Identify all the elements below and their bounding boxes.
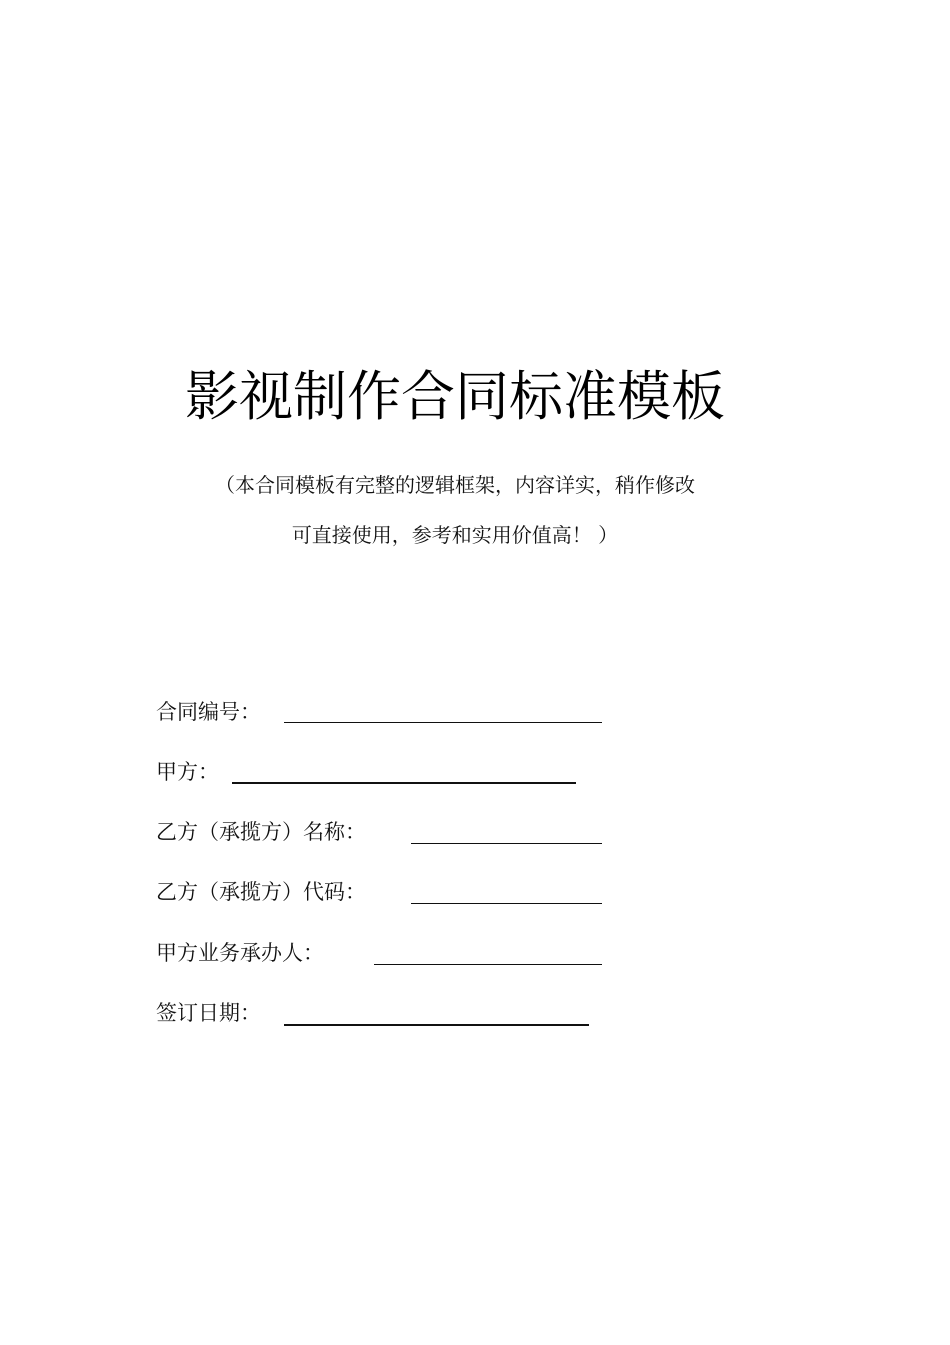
party-a-handler-blank[interactable] (374, 964, 602, 965)
contract-number-label: 合同编号： (156, 700, 261, 724)
party-a-blank[interactable] (232, 782, 576, 784)
party-a-label: 甲方： (156, 760, 219, 784)
template-note-line-1: （本合同模板有完整的逻辑框架，内容详实，稍作修改 (215, 473, 695, 497)
party-a-handler-label: 甲方业务承办人： (156, 941, 324, 965)
party-b-name-blank[interactable] (411, 843, 602, 844)
signing-date-label: 签订日期： (156, 1001, 261, 1025)
signing-date-blank[interactable] (284, 1024, 589, 1026)
document-title: 影视制作合同标准模板 (185, 365, 725, 428)
template-note-line-2: 可直接使用，参考和实用价值高！ ） (291, 523, 619, 547)
party-b-code-label: 乙方（承揽方）代码： (156, 880, 366, 904)
party-b-code-blank[interactable] (411, 903, 602, 904)
party-b-name-label: 乙方（承揽方）名称： (156, 820, 366, 844)
contract-number-blank[interactable] (284, 722, 602, 723)
